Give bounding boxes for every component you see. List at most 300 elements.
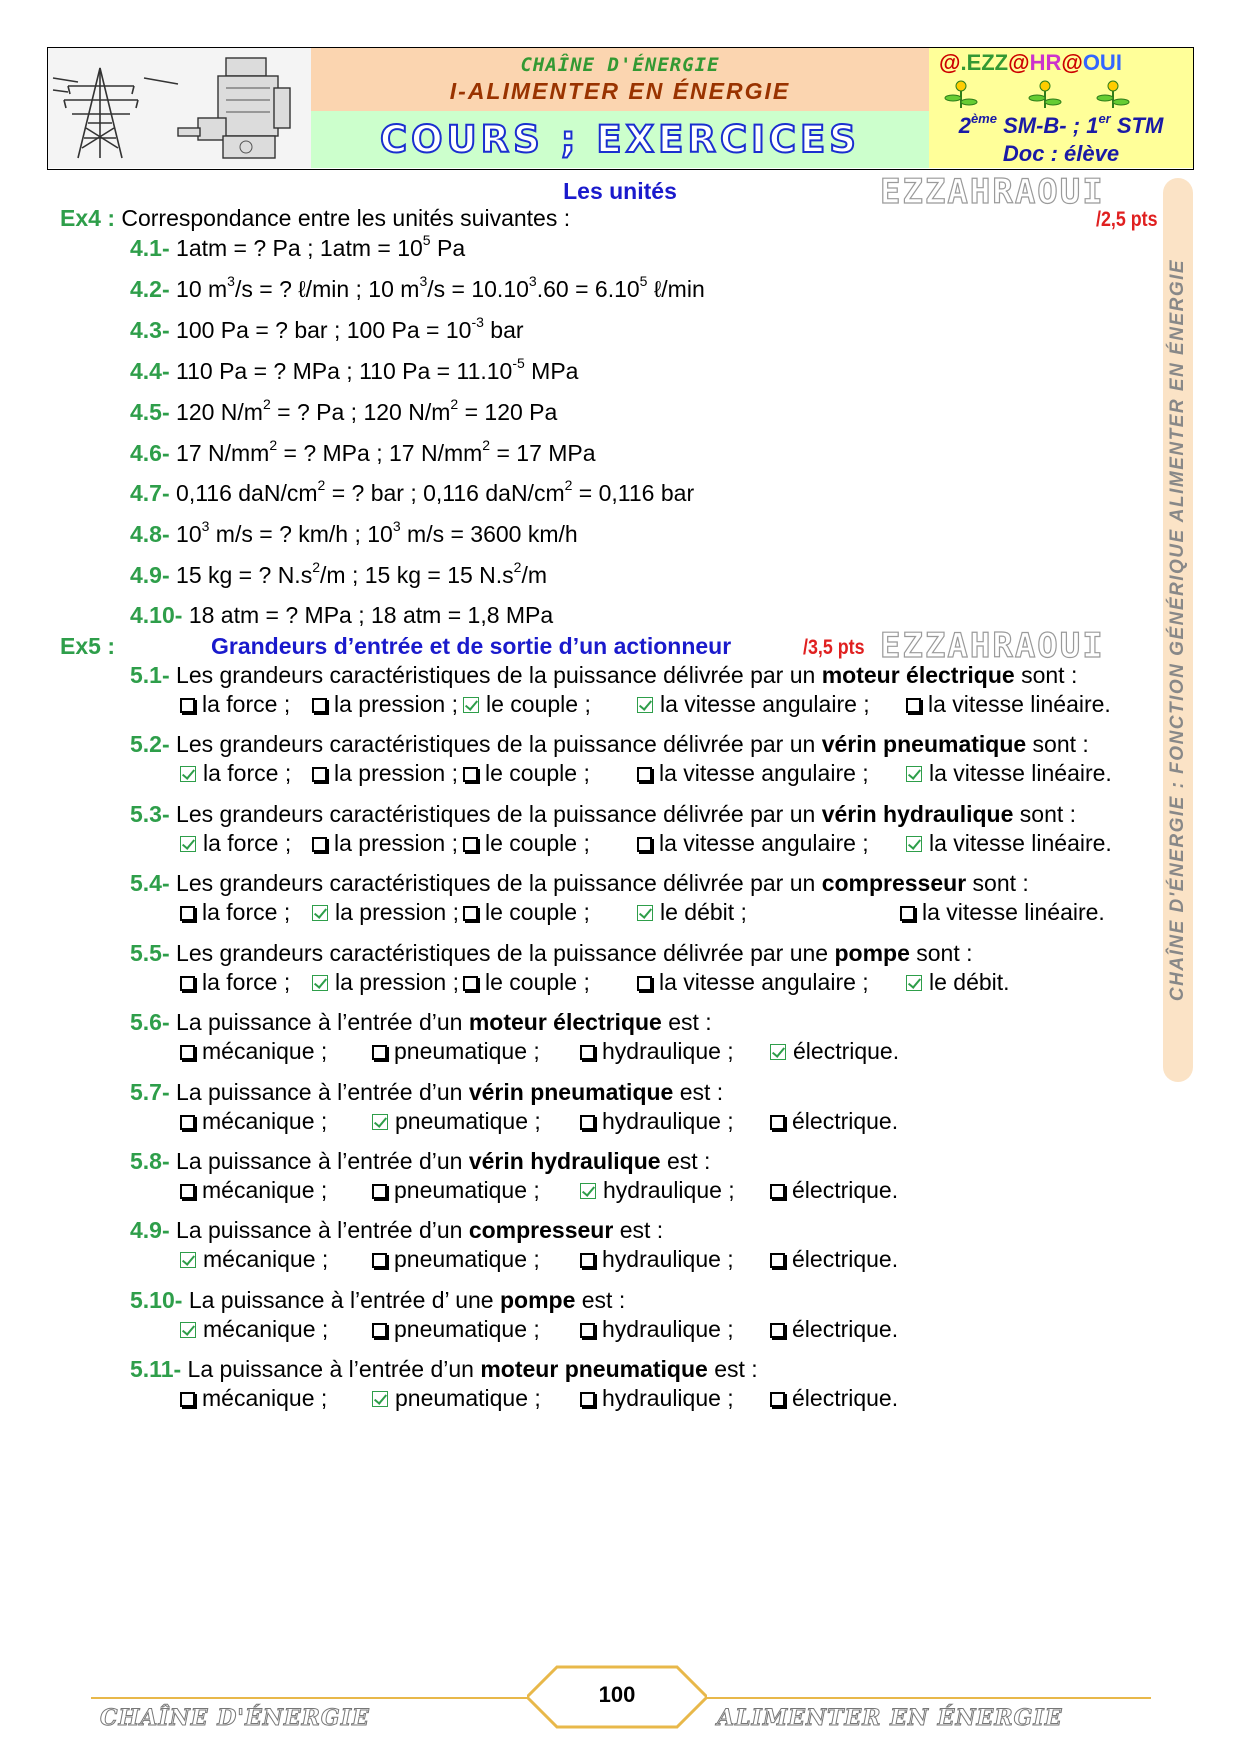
option-label: la vitesse angulaire ; (659, 969, 869, 995)
option-label: mécanique ; (202, 1108, 328, 1134)
checkbox-icon[interactable] (770, 1115, 785, 1130)
checkbox-icon[interactable] (312, 767, 327, 782)
item-text: Pa (430, 235, 466, 261)
question-keyword: vérin hydraulique (468, 1148, 661, 1174)
item-number: 4.9- (130, 1217, 170, 1243)
answer-option[interactable] (180, 1245, 328, 1273)
exponent: 3 (419, 273, 428, 290)
checkbox-icon[interactable] (637, 837, 652, 852)
answer-option[interactable] (770, 1107, 898, 1135)
option-label: la force ; (203, 830, 292, 856)
answer-option[interactable] (906, 829, 1112, 857)
site-part: @ (1008, 50, 1030, 75)
question-text: La puissance à l’entrée d’ une (188, 1287, 500, 1313)
answer-option[interactable] (180, 968, 290, 996)
item-text: = ? MPa ; 17 N/mm (277, 440, 483, 466)
option-label: électrique. (792, 1316, 899, 1342)
checkbox-icon[interactable] (637, 976, 652, 991)
ex4-item (130, 275, 705, 303)
answer-option[interactable] (770, 1315, 898, 1343)
item-text: = ? bar ; 0,116 daN/cm (325, 480, 565, 506)
checkbox-icon[interactable] (580, 1323, 595, 1338)
question-text: Les grandeurs caractéristiques de la puissance délivrée par un (176, 870, 822, 896)
watermark: EZZAHRAOUI (880, 172, 1105, 212)
checkbox-icon[interactable] (463, 906, 478, 921)
checkbox-icon[interactable] (900, 906, 915, 921)
checkbox-icon[interactable] (180, 1392, 195, 1407)
item-text: 0,116 daN/cm (176, 480, 318, 506)
checked-box-icon[interactable] (906, 836, 922, 852)
pylon-and-machine-image (48, 48, 311, 168)
option-label: la vitesse angulaire ; (660, 691, 870, 717)
ex5-question (130, 1355, 758, 1383)
answer-option[interactable] (637, 829, 869, 857)
item-text: = 120 Pa (458, 399, 558, 425)
item-text: 100 Pa = ? bar ; 100 Pa = 10 (176, 317, 472, 343)
ex5-question (130, 730, 1089, 758)
option-label: pneumatique ; (394, 1038, 540, 1064)
answer-option[interactable] (580, 1315, 734, 1343)
option-label: hydraulique ; (602, 1038, 734, 1064)
checkbox-icon[interactable] (580, 1392, 595, 1407)
exponent: 5 (422, 232, 431, 249)
item-number: 5.6- (130, 1009, 170, 1035)
ex4-item (130, 234, 465, 262)
option-label: pneumatique ; (394, 1177, 540, 1203)
item-number: 4.7- (130, 480, 170, 506)
checkbox-icon[interactable] (463, 837, 478, 852)
option-label: mécanique ; (202, 1038, 328, 1064)
ex4-label: Ex4 : (60, 205, 115, 231)
ex5-label: Ex5 : (60, 633, 115, 659)
option-label: la vitesse angulaire ; (659, 830, 869, 856)
answer-option[interactable] (180, 1384, 327, 1412)
answer-option[interactable] (312, 829, 458, 857)
item-number: 4.3- (130, 317, 170, 343)
exponent: 2 (450, 396, 459, 413)
question-text: sont : (1014, 662, 1078, 688)
checkbox-icon[interactable] (372, 1184, 387, 1199)
page-header (47, 47, 1194, 170)
answer-option[interactable] (637, 690, 870, 718)
ex5-question (130, 1078, 723, 1106)
question-text: sont : (966, 870, 1029, 896)
question-text: Les grandeurs caractéristiques de la puissance délivrée par une (176, 940, 835, 966)
checkbox-icon[interactable] (463, 976, 478, 991)
item-number: 5.2- (130, 731, 170, 757)
answer-option[interactable] (770, 1384, 898, 1412)
item-number: 4.4- (130, 358, 170, 384)
question-keyword: compresseur (468, 1217, 614, 1243)
option-label: la vitesse linéaire. (928, 691, 1111, 717)
option-label: la vitesse linéaire. (929, 760, 1112, 786)
site-part: .EZZ (960, 50, 1009, 75)
checkbox-icon[interactable] (770, 1184, 785, 1199)
ex5-question (130, 1147, 710, 1175)
option-label: le couple ; (485, 969, 590, 995)
option-label: électrique. (792, 1108, 899, 1134)
answer-option[interactable] (372, 1315, 540, 1343)
option-label: le couple ; (485, 899, 590, 925)
ex5-question (130, 661, 1077, 689)
checkbox-icon[interactable] (770, 1323, 785, 1338)
item-number: 4.1- (130, 235, 170, 261)
ex5-question (130, 800, 1076, 828)
answer-option[interactable] (180, 1315, 328, 1343)
checkbox-icon[interactable] (637, 767, 652, 782)
site-part: HR (1029, 50, 1062, 75)
question-text: est : (575, 1287, 626, 1313)
option-label: électrique. (792, 1246, 899, 1272)
item-number: 5.8- (130, 1148, 170, 1174)
item-number: 5.1- (130, 662, 170, 688)
checkbox-icon[interactable] (906, 698, 921, 713)
question-text: est : (613, 1217, 664, 1243)
item-text: /m (521, 562, 548, 588)
item-number: 5.5- (130, 940, 170, 966)
level-text: 2 (958, 113, 971, 138)
checkbox-icon[interactable] (180, 698, 195, 713)
checked-box-icon[interactable] (906, 766, 922, 782)
checkbox-icon[interactable] (463, 767, 478, 782)
answer-option[interactable] (906, 968, 1010, 996)
side-band-text: CHAÎNE D'ÉNERGIE : FONCTION GÉNÉRIQUE ALIMENTER EN ÉNERGIE (1167, 258, 1188, 1002)
answer-option[interactable] (463, 759, 590, 787)
answer-option[interactable] (180, 1176, 327, 1204)
question-keyword: vérin pneumatique (821, 731, 1027, 757)
option-label: hydraulique ; (602, 1108, 734, 1134)
option-label: hydraulique ; (603, 1177, 735, 1203)
option-label: la force ; (202, 969, 291, 995)
item-text: .60 = 6.10 (536, 276, 640, 302)
header-site-cell (929, 48, 1193, 112)
item-text: ℓ/min (647, 276, 705, 302)
answer-option[interactable] (906, 759, 1112, 787)
item-text: = ? Pa ; 120 N/m (270, 399, 451, 425)
option-label: le couple ; (486, 691, 591, 717)
checkbox-icon[interactable] (372, 1045, 387, 1060)
answer-option[interactable] (637, 759, 869, 787)
level-sup: er (1098, 110, 1111, 126)
checked-box-icon[interactable] (312, 975, 328, 991)
answer-option[interactable] (637, 968, 869, 996)
answer-option[interactable] (900, 898, 1105, 926)
answer-option[interactable] (372, 1384, 541, 1412)
question-text: La puissance à l’entrée d’un (176, 1217, 469, 1243)
item-number: 4.6- (130, 440, 170, 466)
answer-option[interactable] (180, 898, 290, 926)
item-text: 10 (176, 521, 202, 547)
question-text: Les grandeurs caractéristiques de la puissance délivrée par un (176, 801, 822, 827)
question-text: La puissance à l’entrée d’un (176, 1009, 469, 1035)
checked-box-icon[interactable] (463, 697, 479, 713)
item-text: 1atm = ? Pa ; 1atm = 10 (176, 235, 423, 261)
question-text: Les grandeurs caractéristiques de la puissance délivrée par un (176, 662, 822, 688)
answer-option[interactable] (312, 968, 459, 996)
answer-option[interactable] (463, 690, 591, 718)
question-text: est : (661, 1009, 712, 1035)
item-text: 120 N/m (176, 399, 263, 425)
ex4-item (130, 601, 553, 629)
option-label: le débit ; (660, 899, 747, 925)
cours-exercices-title: COURS ; EXERCICES (380, 118, 860, 161)
checkbox-icon[interactable] (180, 1045, 195, 1060)
ex4-item (130, 316, 524, 344)
ex4-item (130, 357, 578, 385)
item-number: 4.5- (130, 399, 170, 425)
item-text: 15 kg = ? N.s (176, 562, 313, 588)
checked-box-icon[interactable] (637, 697, 653, 713)
item-text: /m ; 15 kg = 15 N.s (320, 562, 514, 588)
exponent: 2 (262, 396, 271, 413)
question-text: est : (673, 1079, 724, 1105)
chapter-title: CHAÎNE D'ÉNERGIE (520, 54, 720, 76)
ex5-points: /3,5 pts (803, 636, 865, 659)
item-text: = 0,116 bar (572, 480, 695, 506)
site-part: @ (1061, 50, 1083, 75)
checked-box-icon[interactable] (180, 836, 196, 852)
flower-decoration-icon (943, 78, 1183, 108)
ex5-question (130, 939, 973, 967)
item-number: 5.7- (130, 1079, 170, 1105)
item-text: m/s = 3600 km/h (400, 521, 578, 547)
answer-option[interactable] (580, 1384, 734, 1412)
option-label: mécanique ; (202, 1385, 328, 1411)
ex5-title (211, 632, 731, 660)
item-text: /s = ? ℓ/min ; 10 m (234, 276, 420, 302)
option-label: la force ; (202, 899, 291, 925)
answer-option[interactable] (372, 1037, 540, 1065)
item-text: = 17 MPa (490, 440, 596, 466)
answer-option[interactable] (463, 968, 590, 996)
option-label: mécanique ; (202, 1177, 328, 1203)
option-label: pneumatique ; (394, 1316, 540, 1342)
ex4-points: /2,5 pts (1096, 208, 1158, 231)
checkbox-icon[interactable] (580, 1115, 595, 1130)
option-label: hydraulique ; (602, 1316, 734, 1342)
option-label: le couple ; (485, 760, 590, 786)
header-level-cell (929, 111, 1193, 168)
ex4-item (130, 398, 557, 426)
exponent: 3 (227, 273, 235, 290)
doc-label: Doc : élève (1002, 141, 1120, 166)
item-text: /s = 10.10 (427, 276, 529, 302)
checkbox-icon[interactable] (180, 976, 195, 991)
question-keyword: pompe (834, 940, 910, 966)
option-label: la vitesse linéaire. (929, 830, 1112, 856)
option-label: la vitesse linéaire. (922, 899, 1105, 925)
section-title: I-ALIMENTER EN ÉNERGIE (449, 78, 791, 104)
ex4-heading (60, 204, 570, 232)
ex4-item (130, 561, 547, 589)
answer-option[interactable] (770, 1037, 899, 1065)
answer-option[interactable] (180, 829, 291, 857)
question-keyword: vérin hydraulique (821, 801, 1014, 827)
answer-option[interactable] (906, 690, 1111, 718)
item-text: 10 m (176, 276, 228, 302)
ex5-question (130, 1216, 663, 1244)
checked-box-icon[interactable] (580, 1183, 596, 1199)
level-label (929, 110, 1193, 139)
exponent: 3 (392, 518, 401, 535)
checkbox-icon[interactable] (372, 1253, 387, 1268)
option-label: le débit. (929, 969, 1010, 995)
exponent: 3 (201, 518, 210, 535)
question-text: sont : (1026, 731, 1089, 757)
question-text: sont : (909, 940, 973, 966)
exponent: 2 (513, 559, 522, 576)
option-label: pneumatique ; (395, 1108, 541, 1134)
answer-option[interactable] (637, 898, 747, 926)
item-number: 5.11- (130, 1356, 182, 1382)
footer-right-text: ALIMENTER EN ÉNERGIE (717, 1705, 1063, 1731)
page-title: Les unités (563, 178, 677, 204)
answer-option[interactable] (312, 759, 458, 787)
checkbox-icon[interactable] (770, 1253, 785, 1268)
option-label: la pression ; (334, 760, 459, 786)
option-label: la force ; (202, 691, 291, 717)
ex5-question (130, 869, 1029, 897)
answer-option[interactable] (372, 1245, 540, 1273)
ex4-item (130, 439, 596, 467)
footer-left-text: CHAÎNE D'ÉNERGIE (100, 1705, 370, 1731)
checked-box-icon[interactable] (372, 1114, 388, 1130)
question-text: La puissance à l’entrée d’un (187, 1356, 481, 1382)
exponent: -5 (512, 355, 525, 372)
checkbox-icon[interactable] (372, 1323, 387, 1338)
item-number: 5.3- (130, 801, 170, 827)
checked-box-icon[interactable] (180, 1322, 196, 1338)
checked-box-icon[interactable] (372, 1391, 388, 1407)
page-number: 100 (598, 1682, 636, 1707)
option-label: hydraulique ; (602, 1246, 734, 1272)
answer-option[interactable] (372, 1176, 540, 1204)
checkbox-icon[interactable] (312, 837, 327, 852)
checked-box-icon[interactable] (770, 1044, 786, 1060)
watermark: EZZAHRAOUI (880, 626, 1105, 666)
ex5-question (130, 1286, 625, 1314)
item-number: 5.4- (130, 870, 170, 896)
option-label: la pression ; (334, 830, 459, 856)
level-text: STM (1110, 113, 1164, 138)
question-text: sont : (1013, 801, 1077, 827)
checked-box-icon[interactable] (906, 975, 922, 991)
question-keyword: compresseur (821, 870, 967, 896)
checked-box-icon[interactable] (180, 1252, 196, 1268)
ex4-item (130, 520, 578, 548)
answer-option[interactable] (580, 1107, 734, 1135)
option-label: pneumatique ; (394, 1246, 540, 1272)
checked-box-icon[interactable] (637, 905, 653, 921)
question-keyword: vérin pneumatique (468, 1079, 674, 1105)
level-sup: ème (970, 110, 997, 126)
checkbox-icon[interactable] (180, 1115, 195, 1130)
checkbox-icon[interactable] (770, 1392, 785, 1407)
level-text: SM-B- ; 1 (996, 113, 1099, 138)
checkbox-icon[interactable] (580, 1045, 595, 1060)
question-keyword: moteur pneumatique (480, 1356, 708, 1382)
question-text: La puissance à l’entrée d’un (176, 1079, 469, 1105)
answer-option[interactable] (180, 759, 291, 787)
answer-option[interactable] (312, 690, 458, 718)
answer-option[interactable] (580, 1176, 735, 1204)
answer-option[interactable] (580, 1245, 734, 1273)
exponent: 2 (482, 437, 491, 454)
checkbox-icon[interactable] (180, 906, 195, 921)
item-number: 4.10- (130, 602, 183, 628)
option-label: hydraulique ; (602, 1385, 734, 1411)
ex5-title-text: Grandeurs d’entrée et de sortie d’un actionneur (211, 633, 732, 659)
checked-box-icon[interactable] (312, 905, 328, 921)
exponent: 2 (312, 559, 320, 576)
answer-option[interactable] (463, 829, 590, 857)
answer-option[interactable] (770, 1245, 898, 1273)
question-keyword: moteur électrique (821, 662, 1015, 688)
answer-option[interactable] (180, 690, 290, 718)
checked-box-icon[interactable] (180, 766, 196, 782)
checkbox-icon[interactable] (180, 1184, 195, 1199)
ex5-question (130, 1008, 712, 1036)
answer-option[interactable] (312, 898, 459, 926)
question-text: est : (660, 1148, 711, 1174)
exponent: 5 (639, 273, 648, 290)
site-part: @ (939, 50, 961, 75)
question-keyword: moteur électrique (468, 1009, 662, 1035)
site-name (929, 48, 1193, 76)
item-text: bar (483, 317, 524, 343)
ex4-item (130, 479, 694, 507)
option-label: électrique. (792, 1177, 899, 1203)
option-label: la vitesse angulaire ; (659, 760, 869, 786)
item-text: 17 N/mm (176, 440, 270, 466)
option-label: électrique. (793, 1038, 900, 1064)
question-text: Les grandeurs caractéristiques de la puissance délivrée par un (176, 731, 822, 757)
checkbox-icon[interactable] (312, 698, 327, 713)
exponent: 2 (564, 477, 573, 494)
item-number: 5.10- (130, 1287, 183, 1313)
ex4-text: Correspondance entre les unités suivantes : (121, 205, 571, 231)
option-label: la pression ; (335, 969, 460, 995)
header-chapter-cell (311, 48, 930, 112)
option-label: la pression ; (334, 691, 459, 717)
question-keyword: pompe (499, 1287, 576, 1313)
option-label: la pression ; (335, 899, 460, 925)
exponent: 2 (317, 477, 326, 494)
item-number: 4.9- (130, 562, 170, 588)
option-label: la force ; (203, 760, 292, 786)
item-text: MPa (524, 358, 579, 384)
item-number: 4.8- (130, 521, 170, 547)
answer-option[interactable] (180, 1107, 327, 1135)
answer-option[interactable] (180, 1037, 327, 1065)
checkbox-icon[interactable] (580, 1253, 595, 1268)
answer-option[interactable] (770, 1176, 898, 1204)
ex5-heading (60, 632, 115, 660)
option-label: pneumatique ; (395, 1385, 541, 1411)
question-text: La puissance à l’entrée d’un (176, 1148, 469, 1174)
option-label: mécanique ; (203, 1246, 329, 1272)
item-text: m/s = ? km/h ; 10 (209, 521, 393, 547)
answer-option[interactable] (372, 1107, 541, 1135)
item-number: 4.2- (130, 276, 170, 302)
item-text: 18 atm = ? MPa ; 18 atm = 1,8 MPa (188, 602, 554, 628)
answer-option[interactable] (463, 898, 590, 926)
answer-option[interactable] (580, 1037, 734, 1065)
exponent: -3 (471, 314, 484, 331)
exponent: 3 (528, 273, 537, 290)
option-label: électrique. (792, 1385, 899, 1411)
option-label: mécanique ; (203, 1316, 329, 1342)
